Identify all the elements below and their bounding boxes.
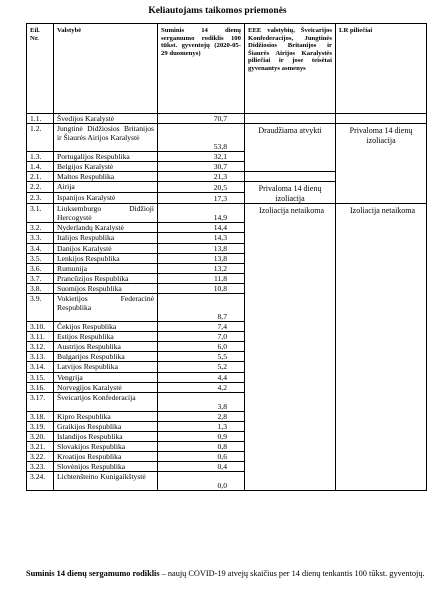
- incidence-value: 21,3: [158, 172, 245, 182]
- incidence-value: 13,2: [158, 263, 245, 273]
- country-name: Liuksemburgo Didžioji Hercogystė: [54, 204, 158, 223]
- row-number: 3.12.: [27, 342, 54, 352]
- country-name: Airija: [54, 182, 158, 193]
- row-number: 3.8.: [27, 283, 54, 293]
- row-number: 3.18.: [27, 411, 54, 421]
- incidence-value: 5,2: [158, 362, 245, 372]
- country-name: Lenkijos Respublika: [54, 253, 158, 263]
- row-number: 3.20.: [27, 431, 54, 441]
- page-title: Keliautojams taikomos priemonės: [148, 6, 287, 16]
- incidence-value: 6,0: [158, 342, 245, 352]
- row-number: 3.24.: [27, 472, 54, 491]
- row-number: 2.2.: [27, 182, 54, 193]
- empty-cell: [245, 114, 336, 124]
- incidence-value: 2,8: [158, 411, 245, 421]
- incidence-value: 0,0: [158, 472, 245, 491]
- row-number: 3.14.: [27, 362, 54, 372]
- country-name: Islandijos Respublika: [54, 431, 158, 441]
- row-number: 3.11.: [27, 332, 54, 342]
- row-number: 3.7.: [27, 273, 54, 283]
- row-number: 3.1.: [27, 204, 54, 223]
- country-name: Prancūzijos Respublika: [54, 273, 158, 283]
- row-number: 3.23.: [27, 462, 54, 472]
- country-name: Šveicarijos Konfederacija: [54, 392, 158, 411]
- row-number: 3.9.: [27, 294, 54, 322]
- country-name: Latvijos Respublika: [54, 362, 158, 372]
- row-number: 2.1.: [27, 172, 54, 182]
- incidence-value: 1,3: [158, 421, 245, 431]
- lt-group12-rule: Privaloma 14 dienų izoliacija: [336, 124, 427, 204]
- incidence-value: 30,7: [158, 162, 245, 172]
- incidence-value: 3,8: [158, 392, 245, 411]
- country-name: Rumunija: [54, 263, 158, 273]
- row-number: 3.15.: [27, 372, 54, 382]
- country-name: Belgijos Karalystė: [54, 162, 158, 172]
- country-name: Lichtenšteino Kunigaikštystė: [54, 472, 158, 491]
- row-number: 2.3.: [27, 193, 54, 204]
- incidence-value: 20,5: [158, 182, 245, 193]
- row-number: 3.2.: [27, 223, 54, 233]
- incidence-value: 17,3: [158, 193, 245, 204]
- measures-table: [26, 23, 427, 491]
- header-eee: EEE valstybių, Šveicarijos Konfederacijos, Jungtinės Didžiosios Britanijos ir Šiaurės Airijos Karalystės piliečiai ir jose teisėtai gyvenantys asmenys: [245, 24, 336, 114]
- incidence-value: 0,6: [158, 452, 245, 462]
- row-number: 3.10.: [27, 322, 54, 332]
- incidence-value: 53,8: [158, 124, 245, 152]
- incidence-value: 7,0: [158, 332, 245, 342]
- country-name: Italijos Respublika: [54, 233, 158, 243]
- incidence-value: 5,5: [158, 352, 245, 362]
- country-name: Nyderlandų Karalystė: [54, 223, 158, 233]
- table-row: [27, 204, 427, 223]
- country-name: Bulgarijos Respublika: [54, 352, 158, 362]
- eee-group1-rule: Draudžiama atvykti: [245, 124, 336, 172]
- row-number: 1.1.: [27, 114, 54, 124]
- header-num: Eil. Nr.: [27, 24, 54, 114]
- incidence-value: 7,4: [158, 322, 245, 332]
- country-name: Graikijos Respublika: [54, 421, 158, 431]
- incidence-value: 4,2: [158, 382, 245, 392]
- row-number: 3.19.: [27, 421, 54, 431]
- empty-cell: [336, 114, 427, 124]
- row-number: 3.13.: [27, 352, 54, 362]
- table-body: [27, 114, 427, 491]
- table-header-row: [27, 24, 427, 114]
- row-number: 3.21.: [27, 441, 54, 451]
- footnote-text: – naujų COVID-19 atvejų skaičius per 14 dienų tenkantis 100 tūkst. gyventojų.: [159, 569, 425, 578]
- country-name: Vokietijos Federacinė Respublika: [54, 294, 158, 322]
- country-name: Slovėnijos Respublika: [54, 462, 158, 472]
- incidence-value: 13,8: [158, 243, 245, 253]
- header-incidence: Suminis 14 dienų sergamumo rodiklis 100 tūkst. gyventojų (2020-05-29 duomenys): [158, 24, 245, 114]
- row-number: 3.17.: [27, 392, 54, 411]
- incidence-value: 10,8: [158, 283, 245, 293]
- row-number: 3.4.: [27, 243, 54, 253]
- incidence-value: 14,9: [158, 204, 245, 223]
- row-number: 3.16.: [27, 382, 54, 392]
- incidence-value: 14,4: [158, 223, 245, 233]
- header-lt: LR piliečiai: [336, 24, 427, 114]
- row-number: 3.6.: [27, 263, 54, 273]
- incidence-value: 70,7: [158, 114, 245, 124]
- incidence-value: 13,8: [158, 253, 245, 263]
- row-number: 3.22.: [27, 452, 54, 462]
- incidence-value: 8,7: [158, 294, 245, 322]
- header-country: Valstybė: [54, 24, 158, 114]
- country-name: Ispanijos Karalystė: [54, 193, 158, 204]
- empty-cell: [245, 172, 336, 182]
- eee-group3-rule: Izoliacija netaikoma: [245, 204, 336, 491]
- country-name: Portugalijos Respublika: [54, 152, 158, 162]
- row-number: 1.4.: [27, 162, 54, 172]
- lt-group3-rule: Izoliacija netaikoma: [336, 204, 427, 491]
- incidence-value: 11,8: [158, 273, 245, 283]
- country-name: Kipro Respublika: [54, 411, 158, 421]
- country-name: Kroatijos Respublika: [54, 452, 158, 462]
- country-name: Maltos Respublika: [54, 172, 158, 182]
- incidence-value: 4,4: [158, 372, 245, 382]
- country-name: Čekijos Respublika: [54, 322, 158, 332]
- incidence-value: 14,3: [158, 233, 245, 243]
- country-name: Estijos Respublika: [54, 332, 158, 342]
- eee-group2-rule: Privaloma 14 dienų izoliacija: [245, 182, 336, 204]
- footnote: [26, 569, 426, 579]
- footnote-term: Suminis 14 dienų sergamumo rodiklis: [26, 569, 160, 578]
- incidence-value: 0,9: [158, 431, 245, 441]
- row-number: 1.2.: [27, 124, 54, 152]
- country-name: Slovakijos Respublika: [54, 441, 158, 451]
- table-row: [27, 124, 427, 152]
- country-name: Vengrija: [54, 372, 158, 382]
- row-number: 3.3.: [27, 233, 54, 243]
- country-name: Norvegijos Karalystė: [54, 382, 158, 392]
- country-name: Suomijos Respublika: [54, 283, 158, 293]
- table-row: [27, 114, 427, 124]
- incidence-value: 32,1: [158, 152, 245, 162]
- country-name: Jungtinė Didžiosios Britanijos ir Šiaurės Airijos Karalystė: [54, 124, 158, 152]
- incidence-value: 0,4: [158, 462, 245, 472]
- country-name: Austrijos Respublika: [54, 342, 158, 352]
- country-name: Švedijos Karalystė: [54, 114, 158, 124]
- incidence-value: 0,8: [158, 441, 245, 451]
- country-name: Danijos Karalystė: [54, 243, 158, 253]
- row-number: 1.3.: [27, 152, 54, 162]
- row-number: 3.5.: [27, 253, 54, 263]
